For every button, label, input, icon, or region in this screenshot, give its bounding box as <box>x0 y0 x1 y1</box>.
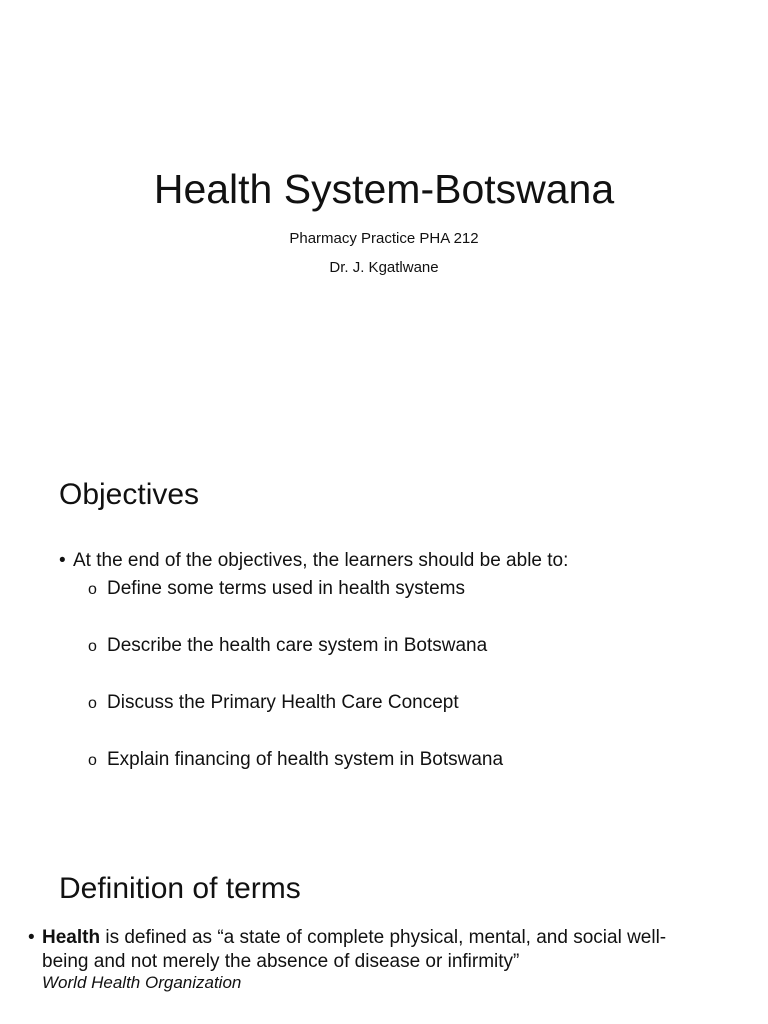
course-subtitle: Pharmacy Practice PHA 212 <box>289 230 479 247</box>
objectives-intro <box>59 550 568 572</box>
objectives-heading: Objectives <box>59 478 200 511</box>
circle-bullet-icon: o <box>88 638 97 655</box>
bullet-icon: • <box>28 927 35 948</box>
definition-term: Health <box>42 927 101 948</box>
objective-item-text: Describe the health care system in Botswana <box>107 635 488 656</box>
definition-line-2: being and not merely the absence of disease or infirmity” <box>42 951 520 972</box>
objective-item <box>88 635 487 657</box>
circle-bullet-icon: o <box>88 581 97 598</box>
definition-line-1: is defined as “a state of complete physical, mental, and social well- <box>100 927 667 948</box>
objective-item <box>88 749 503 771</box>
bullet-icon: • <box>59 550 66 571</box>
objective-item-text: Discuss the Primary Health Care Concept <box>107 692 459 713</box>
objective-item-text: Explain financing of health system in Botswana <box>107 749 504 770</box>
objective-item <box>88 692 459 714</box>
definitions-heading: Definition of terms <box>59 872 301 905</box>
health-definition <box>28 926 748 974</box>
author-subtitle: Dr. J. Kgatlwane <box>329 259 439 276</box>
title-slide <box>0 0 768 432</box>
presentation-title: Health System-Botswana <box>153 166 615 212</box>
objectives-intro-text: At the end of the objectives, the learners should be able to: <box>73 550 569 571</box>
objective-item-text: Define some terms used in health systems <box>107 578 465 599</box>
definitions-slide <box>0 844 768 1024</box>
objectives-slide <box>0 432 768 844</box>
circle-bullet-icon: o <box>88 695 97 712</box>
objective-item <box>88 578 465 600</box>
health-definition-text <box>28 926 748 974</box>
circle-bullet-icon: o <box>88 752 97 769</box>
definition-source: World Health Organization <box>42 973 242 992</box>
